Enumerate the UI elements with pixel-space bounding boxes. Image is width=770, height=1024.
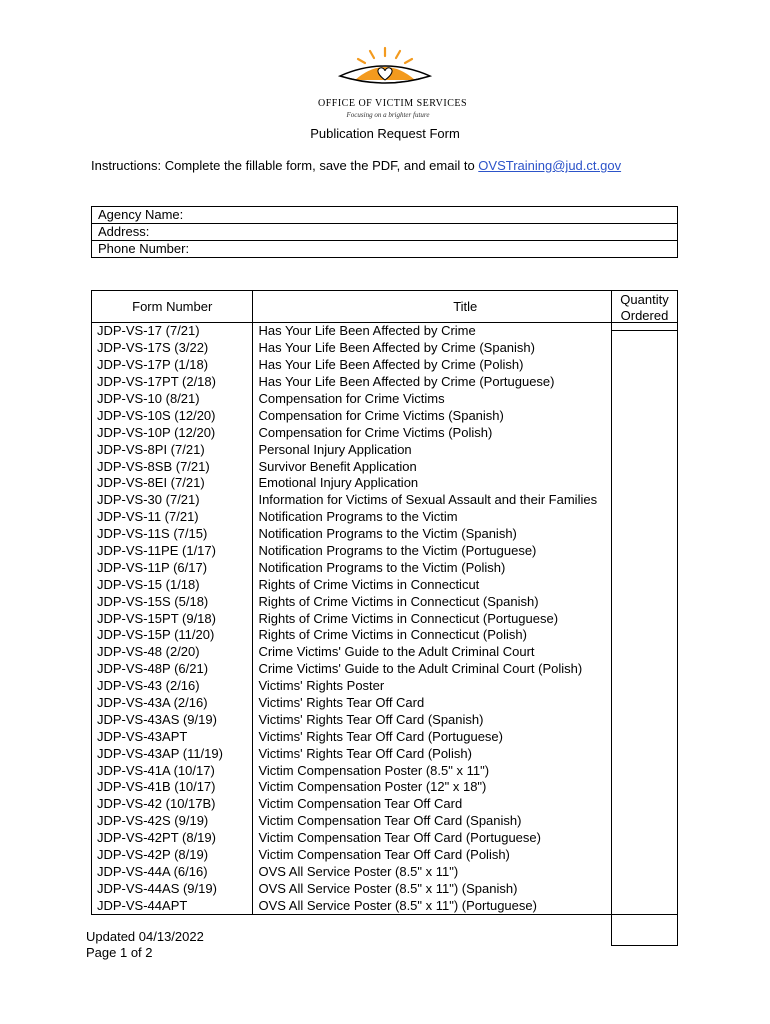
title-cell: Personal Injury Application [253, 441, 678, 458]
address-label: Address: [98, 224, 150, 239]
form-number-cell: JDP-VS-44A (6/16) [92, 864, 253, 881]
title-cell: Notification Programs to the Victim (Polish) [253, 559, 678, 576]
table-row [92, 864, 678, 881]
form-number-cell: JDP-VS-44APT [92, 897, 253, 914]
form-number-cell: JDP-VS-11 (7/21) [92, 509, 253, 526]
agency-name-label: Agency Name: [98, 207, 184, 222]
org-name: OFFICE OF VICTIM SERVICES [318, 98, 468, 109]
table-row [92, 526, 678, 543]
table-row [92, 424, 678, 441]
form-number-cell: JDP-VS-8PI (7/21) [92, 441, 253, 458]
title-cell: Rights of Crime Victims in Connecticut (Polish) [253, 627, 678, 644]
form-number-cell: JDP-VS-15S (5/18) [92, 593, 253, 610]
agency-name-field[interactable] [92, 207, 677, 224]
phone-number-field[interactable] [92, 241, 677, 258]
table-row [92, 357, 678, 374]
quantity-column [611, 290, 678, 946]
page-number: Page 1 of 2 [86, 945, 153, 960]
form-number-cell: JDP-VS-8SB (7/21) [92, 458, 253, 475]
form-number-cell: JDP-VS-17S (3/22) [92, 340, 253, 357]
table-row [92, 661, 678, 678]
title-cell: Compensation for Crime Victims (Polish) [253, 424, 678, 441]
table-row [92, 441, 678, 458]
title-cell: Victims' Rights Tear Off Card (Portuguese) [253, 728, 678, 745]
form-number-cell: JDP-VS-42P (8/19) [92, 847, 253, 864]
table-row [92, 644, 678, 661]
title-cell: Rights of Crime Victims in Connecticut [253, 576, 678, 593]
form-number-cell: JDP-VS-15 (1/18) [92, 576, 253, 593]
table-row [92, 796, 678, 813]
form-number-cell: JDP-VS-42PT (8/19) [92, 830, 253, 847]
table-row [92, 458, 678, 475]
table-row [92, 745, 678, 762]
title-cell: Victims' Rights Poster [253, 678, 678, 695]
title-cell: Victim Compensation Tear Off Card (Portuguese) [253, 830, 678, 847]
agency-info-box [91, 206, 678, 258]
form-number-cell: JDP-VS-10 (8/21) [92, 391, 253, 408]
table-row [92, 509, 678, 526]
form-number-cell: JDP-VS-43AP (11/19) [92, 745, 253, 762]
instructions-text: Instructions: Complete the fillable form, save the PDF, and email to [91, 158, 479, 173]
title-cell: Has Your Life Been Affected by Crime [253, 323, 678, 340]
email-link[interactable]: OVSTraining@jud.ct.gov [478, 158, 622, 173]
title-cell: OVS All Service Poster (8.5" x 11") (Spanish) [253, 880, 678, 897]
form-number-header: Form Number [92, 291, 253, 323]
title-cell: Victims' Rights Tear Off Card (Polish) [253, 745, 678, 762]
address-field[interactable] [92, 224, 677, 241]
table-row [92, 492, 678, 509]
title-cell: OVS All Service Poster (8.5" x 11") (Portuguese) [253, 897, 678, 914]
quantity-header [612, 291, 677, 331]
table-row [92, 576, 678, 593]
title-cell: Rights of Crime Victims in Connecticut (Spanish) [253, 593, 678, 610]
form-number-cell: JDP-VS-11P (6/17) [92, 559, 253, 576]
sunrise-heart-icon [300, 42, 470, 102]
form-number-cell: JDP-VS-48P (6/21) [92, 661, 253, 678]
table-row [92, 711, 678, 728]
table-row [92, 340, 678, 357]
table-row [92, 880, 678, 897]
title-cell: Compensation for Crime Victims (Spanish) [253, 407, 678, 424]
form-number-cell: JDP-VS-42S (9/19) [92, 813, 253, 830]
table-row [92, 407, 678, 424]
page-title: Publication Request Form [310, 126, 460, 141]
title-cell: Victims' Rights Tear Off Card [253, 695, 678, 712]
title-cell: Notification Programs to the Victim (Spanish) [253, 526, 678, 543]
instructions [91, 158, 621, 173]
form-number-cell: JDP-VS-17PT (2/18) [92, 374, 253, 391]
title-cell: Information for Victims of Sexual Assault and their Families [253, 492, 678, 509]
title-header: Title [253, 291, 678, 323]
form-number-cell: JDP-VS-43AS (9/19) [92, 711, 253, 728]
table-row [92, 323, 678, 340]
quantity-input-area[interactable] [612, 331, 677, 943]
form-number-cell: JDP-VS-41A (10/17) [92, 762, 253, 779]
title-cell: Notification Programs to the Victim [253, 509, 678, 526]
title-cell: Emotional Injury Application [253, 475, 678, 492]
quantity-header-line1: Quantity [620, 292, 669, 307]
table-row [92, 847, 678, 864]
tagline: Focusing on a brighter future [346, 111, 430, 119]
title-cell: Victim Compensation Tear Off Card (Polish) [253, 847, 678, 864]
title-cell: Crime Victims' Guide to the Adult Criminal Court [253, 644, 678, 661]
form-number-cell: JDP-VS-10P (12/20) [92, 424, 253, 441]
title-cell: Victim Compensation Tear Off Card (Spanish) [253, 813, 678, 830]
title-cell: Victim Compensation Poster (8.5" x 11") [253, 762, 678, 779]
table-row [92, 830, 678, 847]
footer [86, 929, 204, 961]
title-cell: Compensation for Crime Victims [253, 391, 678, 408]
table-row [92, 779, 678, 796]
title-cell: Notification Programs to the Victim (Portuguese) [253, 543, 678, 560]
title-cell: Has Your Life Been Affected by Crime (Spanish) [253, 340, 678, 357]
table-row [92, 593, 678, 610]
table-row [92, 391, 678, 408]
publication-table [91, 290, 678, 915]
form-number-cell: JDP-VS-8EI (7/21) [92, 475, 253, 492]
form-number-cell: JDP-VS-17 (7/21) [92, 323, 253, 340]
title-cell: Victims' Rights Tear Off Card (Spanish) [253, 711, 678, 728]
table-row [92, 762, 678, 779]
form-number-cell: JDP-VS-17P (1/18) [92, 357, 253, 374]
table-row [92, 813, 678, 830]
table-row [92, 610, 678, 627]
table-row [92, 543, 678, 560]
phone-number-label: Phone Number: [98, 241, 190, 256]
title-cell: Has Your Life Been Affected by Crime (Portuguese) [253, 374, 678, 391]
form-number-cell: JDP-VS-43 (2/16) [92, 678, 253, 695]
table-row [92, 627, 678, 644]
title-cell: Has Your Life Been Affected by Crime (Polish) [253, 357, 678, 374]
table-row [92, 695, 678, 712]
table-row [92, 678, 678, 695]
form-number-cell: JDP-VS-11PE (1/17) [92, 543, 253, 560]
table-row [92, 475, 678, 492]
title-cell: Victim Compensation Tear Off Card [253, 796, 678, 813]
form-number-cell: JDP-VS-42 (10/17B) [92, 796, 253, 813]
table-row [92, 374, 678, 391]
form-number-cell: JDP-VS-48 (2/20) [92, 644, 253, 661]
table-row [92, 728, 678, 745]
table-row [92, 559, 678, 576]
title-cell: Rights of Crime Victims in Connecticut (Portuguese) [253, 610, 678, 627]
title-cell: Survivor Benefit Application [253, 458, 678, 475]
table-row [92, 897, 678, 914]
title-cell: Victim Compensation Poster (12" x 18") [253, 779, 678, 796]
title-cell: Crime Victims' Guide to the Adult Criminal Court (Polish) [253, 661, 678, 678]
form-number-cell: JDP-VS-43A (2/16) [92, 695, 253, 712]
title-cell: OVS All Service Poster (8.5" x 11") [253, 864, 678, 881]
form-number-cell: JDP-VS-11S (7/15) [92, 526, 253, 543]
quantity-header-line2: Ordered [620, 308, 669, 323]
form-number-cell: JDP-VS-30 (7/21) [92, 492, 253, 509]
form-number-cell: JDP-VS-10S (12/20) [92, 407, 253, 424]
form-number-cell: JDP-VS-44AS (9/19) [92, 880, 253, 897]
form-number-cell: JDP-VS-15P (11/20) [92, 627, 253, 644]
form-number-cell: JDP-VS-41B (10/17) [92, 779, 253, 796]
form-number-cell: JDP-VS-43APT [92, 728, 253, 745]
updated-date: Updated 04/13/2022 [86, 929, 204, 944]
form-number-cell: JDP-VS-15PT (9/18) [92, 610, 253, 627]
